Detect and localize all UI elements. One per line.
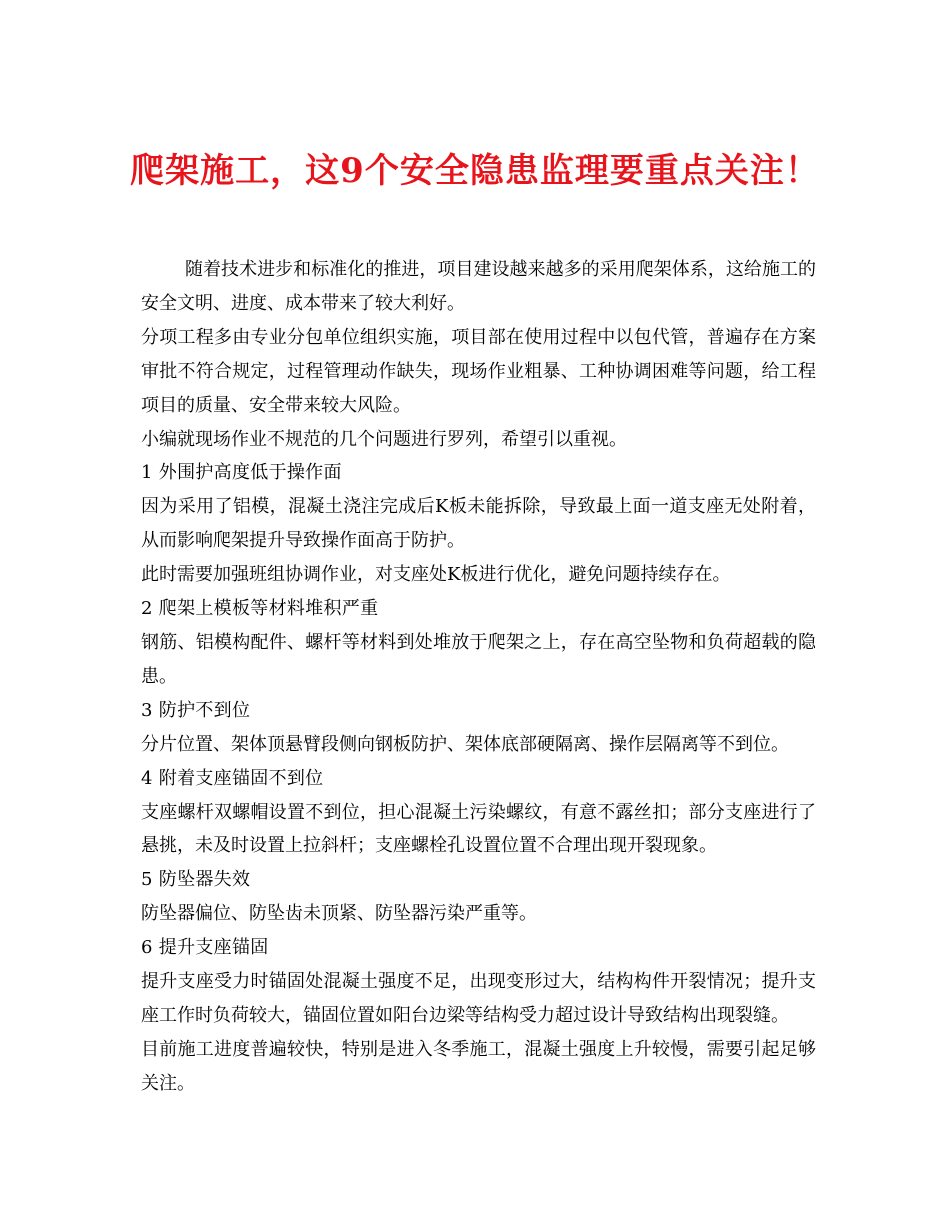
paragraph: 目前施工进度普遍较快，特别是进入冬季施工，混凝土强度上升较慢，需要引起足够关注。 [141, 1038, 816, 1094]
paragraph: 钢筋、铝模构配件、螺杆等材料到处堆放于爬架之上，存在高空坠物和负荷超载的隐患。 [141, 631, 816, 687]
document-body [141, 253, 816, 1101]
paragraph: 防坠器偏位、防坠齿未顶紧、防坠器污染严重等。 [141, 903, 537, 925]
section-heading-4: 4 附着支座锚固不到位 [141, 767, 324, 789]
document-title: 爬架施工，这9个安全隐患监理要重点关注！ [130, 150, 820, 191]
paragraph: 此时需要加强班组协调作业，对支座处K板进行优化，避免问题持续存在。 [141, 564, 731, 586]
paragraph: 分片位置、架体顶悬臂段侧向钢板防护、架体底部硬隔离、操作层隔离等不到位。 [141, 733, 789, 755]
paragraph: 提升支座受力时锚固处混凝土强度不足，出现变形过大，结构构件开裂情况；提升支座工作时负荷较大，锚固位置如阳台边梁等结构受力超过设计导致结构出现裂缝。 [141, 971, 816, 1026]
paragraph: 支座螺杆双螺帽设置不到位，担心混凝土污染螺纹，有意不露丝扣；部分支座进行了悬挑，未及时设置上拉斜杆；支座螺栓孔设置位置不合理出现开裂现象。 [141, 801, 816, 857]
section-heading-2: 2 爬架上模板等材料堆积严重 [141, 598, 379, 620]
paragraph: 分项工程多由专业分包单位组织实施，项目部在使用过程中以包代管，普遍存在方案审批不符合规定，过程管理动作缺失，现场作业粗暴、工种协调困难等问题，给工程项目的质量、安全带来较大风险。 [141, 326, 816, 416]
paragraph-intro: 随着技术进步和标准化的推进，项目建设越来越多的采用爬架体系，这给施工的安全文明、进度、成本带来了较大利好。 [141, 259, 816, 314]
section-heading-1: 1 外围护高度低于操作面 [141, 462, 342, 484]
section-heading-6: 6 提升支座锚固 [141, 937, 269, 959]
paragraph: 因为采用了铝模，混凝土浇注完成后K板未能拆除，导致最上面一道支座无处附着，从而影响爬架提升导致操作面高于防护。 [141, 496, 816, 552]
paragraph: 小编就现场作业不规范的几个问题进行罗列，希望引以重视。 [141, 428, 627, 450]
section-heading-3: 3 防护不到位 [141, 699, 251, 721]
section-heading-5: 5 防坠器失效 [141, 869, 251, 891]
